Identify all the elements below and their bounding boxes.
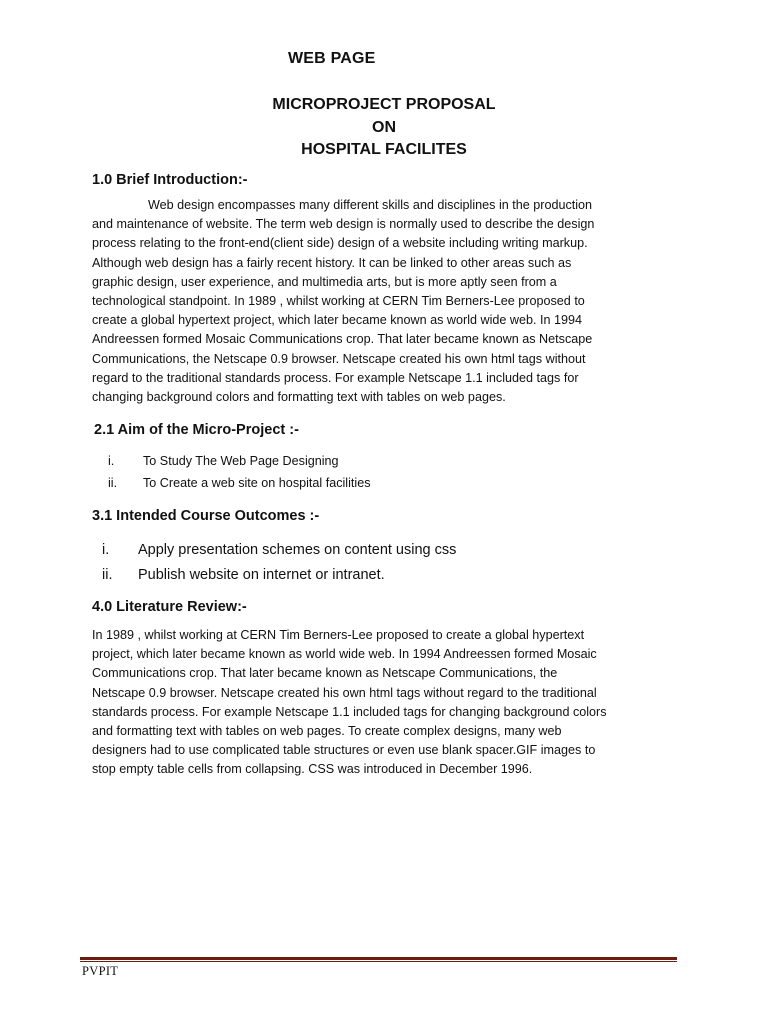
intro-line: technological standpoint. In 1989 , whilst working at CERN Tim Berners-Lee proposed to <box>92 294 585 309</box>
list-item <box>92 473 371 495</box>
literature-line: designers had to use complicated table structures or even use blank spacer.GIF images to <box>92 743 596 758</box>
list-item-text: Apply presentation schemes on content using css <box>138 542 457 558</box>
literature-line: In 1989 , whilst working at CERN Tim Berners-Lee proposed to create a global hypertext <box>92 628 585 642</box>
list-numeral: i. <box>102 542 110 558</box>
proposal-title-block <box>150 94 618 162</box>
intro-line: create a global hypertext project, which later became known as world wide web. In 1994 <box>92 313 583 328</box>
literature-heading: 4.0 Literature Review:- <box>92 599 247 615</box>
list-numeral: ii. <box>102 566 113 583</box>
intro-paragraph <box>92 196 682 407</box>
literature-line: Communications crop. That later became known as Netscape Communications, the <box>92 666 558 681</box>
outcomes-heading: 3.1 Intended Course Outcomes :- <box>92 508 320 524</box>
list-numeral: ii. <box>108 475 118 490</box>
literature-line: standards process. For example Netscape 1.1 included tags for changing background colors <box>92 704 607 719</box>
proposal-title-line1: MICROPROJECT PROPOSAL <box>272 96 496 113</box>
literature-line: and formatting text with tables on web pages. To create complex designs, many web <box>92 724 562 739</box>
list-item <box>92 451 371 473</box>
outcomes-list <box>92 538 456 587</box>
list-item-text: To Study The Web Page Designing <box>143 454 339 468</box>
intro-line: regard to the traditional standards process. For example Netscape 1.1 included tags for <box>92 370 579 385</box>
list-numeral: i. <box>108 454 115 468</box>
literature-line: stop empty table cells from collapsing. CSS was introduced in December 1996. <box>92 762 533 777</box>
page-title: WEB PAGE <box>288 50 376 67</box>
list-item-text: To Create a web site on hospital facilities <box>143 475 371 490</box>
list-item <box>92 563 456 588</box>
intro-line <box>92 196 682 215</box>
intro-line: and maintenance of website. The term web design is normally used to describe the design <box>92 217 595 232</box>
intro-line: process relating to the front-end(client side) design of a website including writing markup. <box>92 236 588 251</box>
literature-paragraph <box>92 626 682 780</box>
proposal-title-line3: HOSPITAL FACILITES <box>301 141 467 158</box>
intro-line: Although web design has a fairly recent history. It can be linked to other areas such as <box>92 255 572 270</box>
intro-line: graphic design, user experience, and multimedia arts, but is more aptly seen from a <box>92 274 557 289</box>
footer-rule <box>80 957 677 962</box>
literature-line: project, which later became known as world wide web. In 1994 Andreessen formed Mosaic <box>92 647 597 662</box>
literature-line: Netscape 0.9 browser. Netscape created his own html tags without regard to the traditional <box>92 685 597 700</box>
intro-line: changing background colors and formatting text with tables on web pages. <box>92 390 506 405</box>
list-item-text: Publish website on internet or intranet. <box>138 566 385 583</box>
intro-heading: 1.0 Brief Introduction:- <box>92 172 248 188</box>
list-item <box>92 538 456 563</box>
intro-line-text: Web design encompasses many different skills and disciplines in the production <box>148 198 593 212</box>
intro-line: Communications, the Netscape 0.9 browser. Netscape created his own html tags without <box>92 351 586 366</box>
footer-text: PVPIT <box>82 964 119 978</box>
aim-heading: 2.1 Aim of the Micro-Project :- <box>94 422 299 438</box>
proposal-title-line2: ON <box>372 118 396 136</box>
footer-rule-thick <box>80 957 677 960</box>
intro-line: Andreessen formed Mosaic Communications crop. That later became known as Netscape <box>92 332 593 347</box>
aim-list <box>92 451 371 494</box>
footer-rule-thin <box>80 961 677 962</box>
